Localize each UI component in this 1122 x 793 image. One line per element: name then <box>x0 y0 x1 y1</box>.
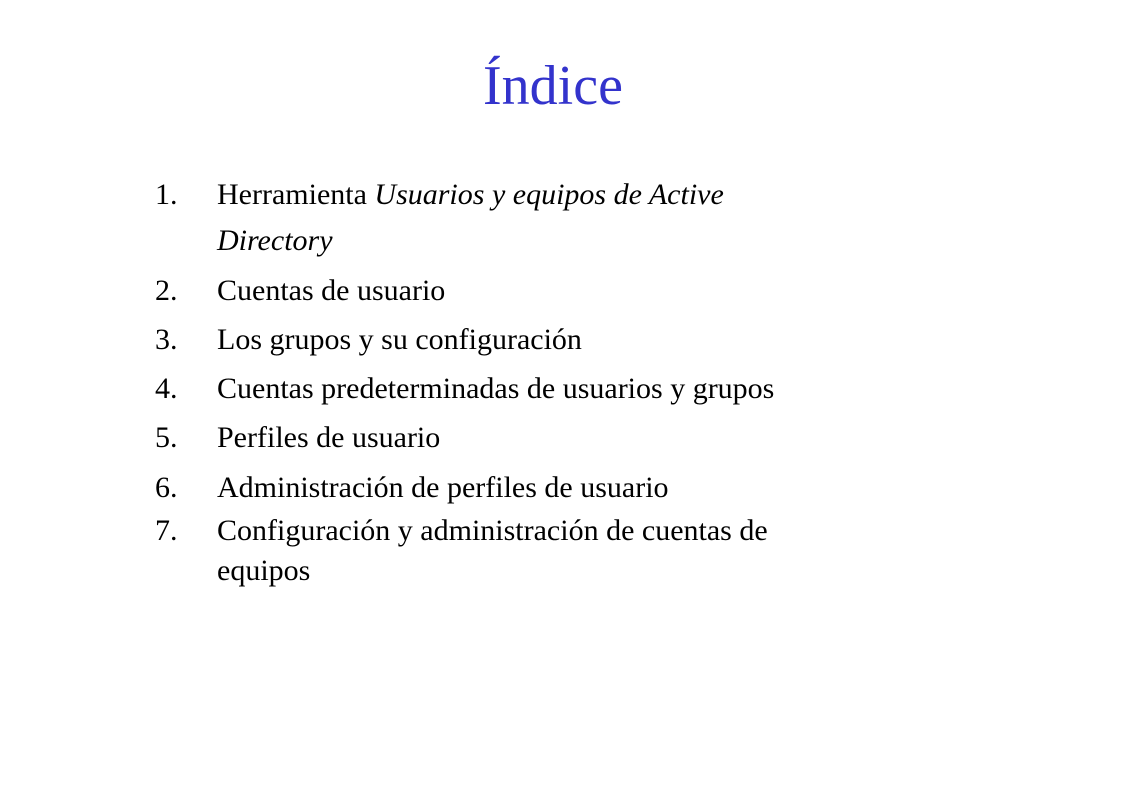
item-text: Perfiles de usuario <box>217 421 441 454</box>
page-title: Índice <box>483 55 623 117</box>
item-number: 1. <box>155 178 178 211</box>
item-text: Cuentas predeterminadas de usuarios y grupos <box>217 372 775 405</box>
item-text: equipos <box>217 554 311 587</box>
item-text: Cuentas de usuario <box>217 274 446 307</box>
item-number: 7. <box>155 514 178 547</box>
list-item-continuation <box>217 226 333 256</box>
item-number: 3. <box>155 323 178 356</box>
list-item-continuation <box>217 556 310 586</box>
item-text: Los grupos y su configuración <box>217 323 582 356</box>
item-number: 6. <box>155 471 178 504</box>
item-number: 2. <box>155 274 178 307</box>
item-text-plain: Herramienta <box>217 178 375 211</box>
item-text-italic: Usuarios y equipos de Active <box>374 178 724 211</box>
item-number: 4. <box>155 372 178 405</box>
item-text <box>217 180 724 210</box>
item-text: Configuración y administración de cuentas de <box>217 514 768 547</box>
item-text-italic: Directory <box>217 224 333 257</box>
item-number: 5. <box>155 421 178 454</box>
item-text: Administración de perfiles de usuario <box>217 471 669 504</box>
